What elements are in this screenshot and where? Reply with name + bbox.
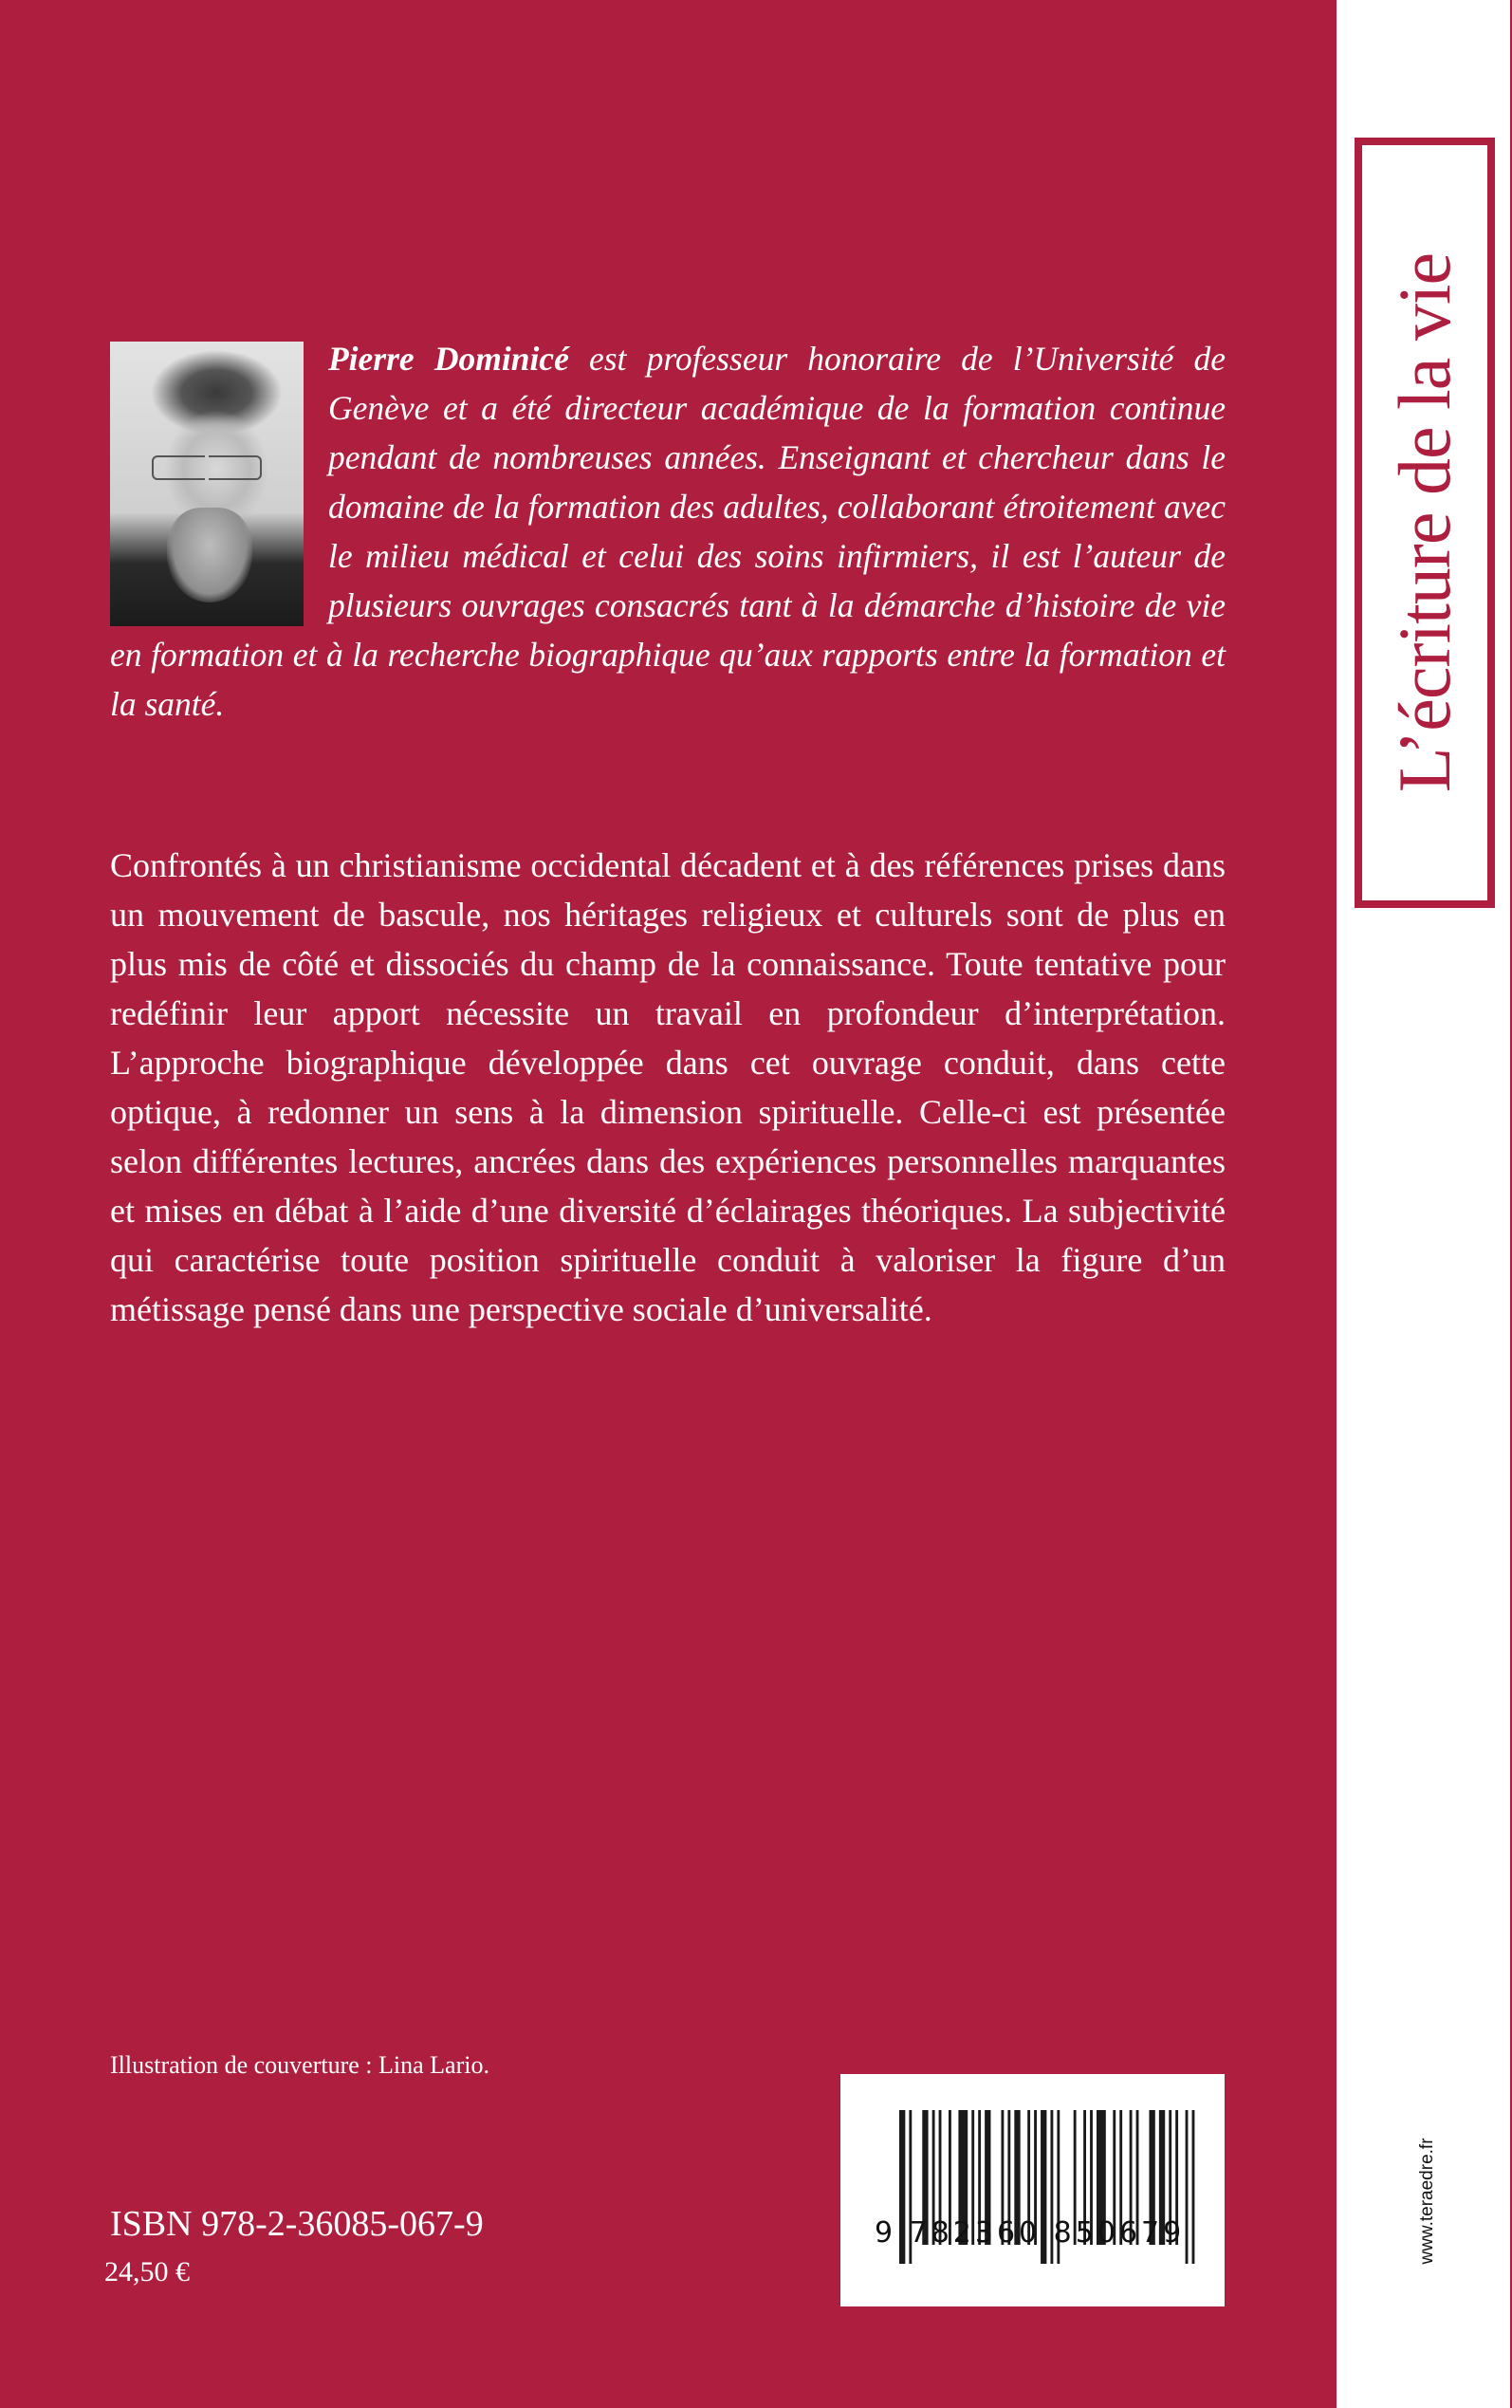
barcode-digits: 9 782360 850679 bbox=[875, 2216, 1186, 2250]
book-blurb: Confrontés à un christianisme occidental décadent et à des références prises dans un mouvement de bascule, nos héritages religieux et culturels sont de plus en plus mis de côté et dissociés du champ de la connaissance. Toute tentative pour redéfinir leur apport nécessite un travail en profondeur d’interprétation. L’approche biographique développée dans cet ouvrage conduit, dans cette optique, à redonner un sens à la dimension spirituelle. Celle-ci est présentée selon différentes lectures, ancrées dans des expériences personnelles marquantes et mises en débat à l’aide d’une diversité d’éclairages théoriques. La subjectivité qui caractérise toute position spirituelle conduit à valoriser la figure d’un métissage pensé dans une perspective sociale d’universalité. bbox=[110, 846, 1226, 1328]
photo-spacer bbox=[110, 334, 328, 630]
author-name: Pierre Dominicé bbox=[328, 340, 569, 378]
cover-illustration-credit: Illustration de couverture : Lina Lario. bbox=[110, 2051, 489, 2079]
series-title: L’écriture de la vie bbox=[1383, 252, 1466, 793]
publisher-website: www.teraedre.fr bbox=[1417, 2138, 1437, 2265]
isbn: ISBN 978-2-36085-067-9 bbox=[110, 2204, 484, 2244]
author-bio bbox=[110, 334, 1226, 729]
series-title-box bbox=[1355, 138, 1495, 908]
price: 24,50 € bbox=[104, 2256, 190, 2288]
barcode bbox=[840, 2074, 1225, 2306]
author-bio-text: est professeur honoraire de l’Université de Genève et a été directeur académique de la formation continue pendant de nombreuses années. Enseignant et chercheur dans le domaine de la formation des adultes, collaborant étroitement avec le milieu médical et celui des soins infirmiers, il est l’auteur de plusieurs ouvrages consacrés tant à la démarche d’histoire de vie en formation et à la recherche biographique qu’aux rapports entre la formation et la santé. bbox=[110, 340, 1226, 723]
